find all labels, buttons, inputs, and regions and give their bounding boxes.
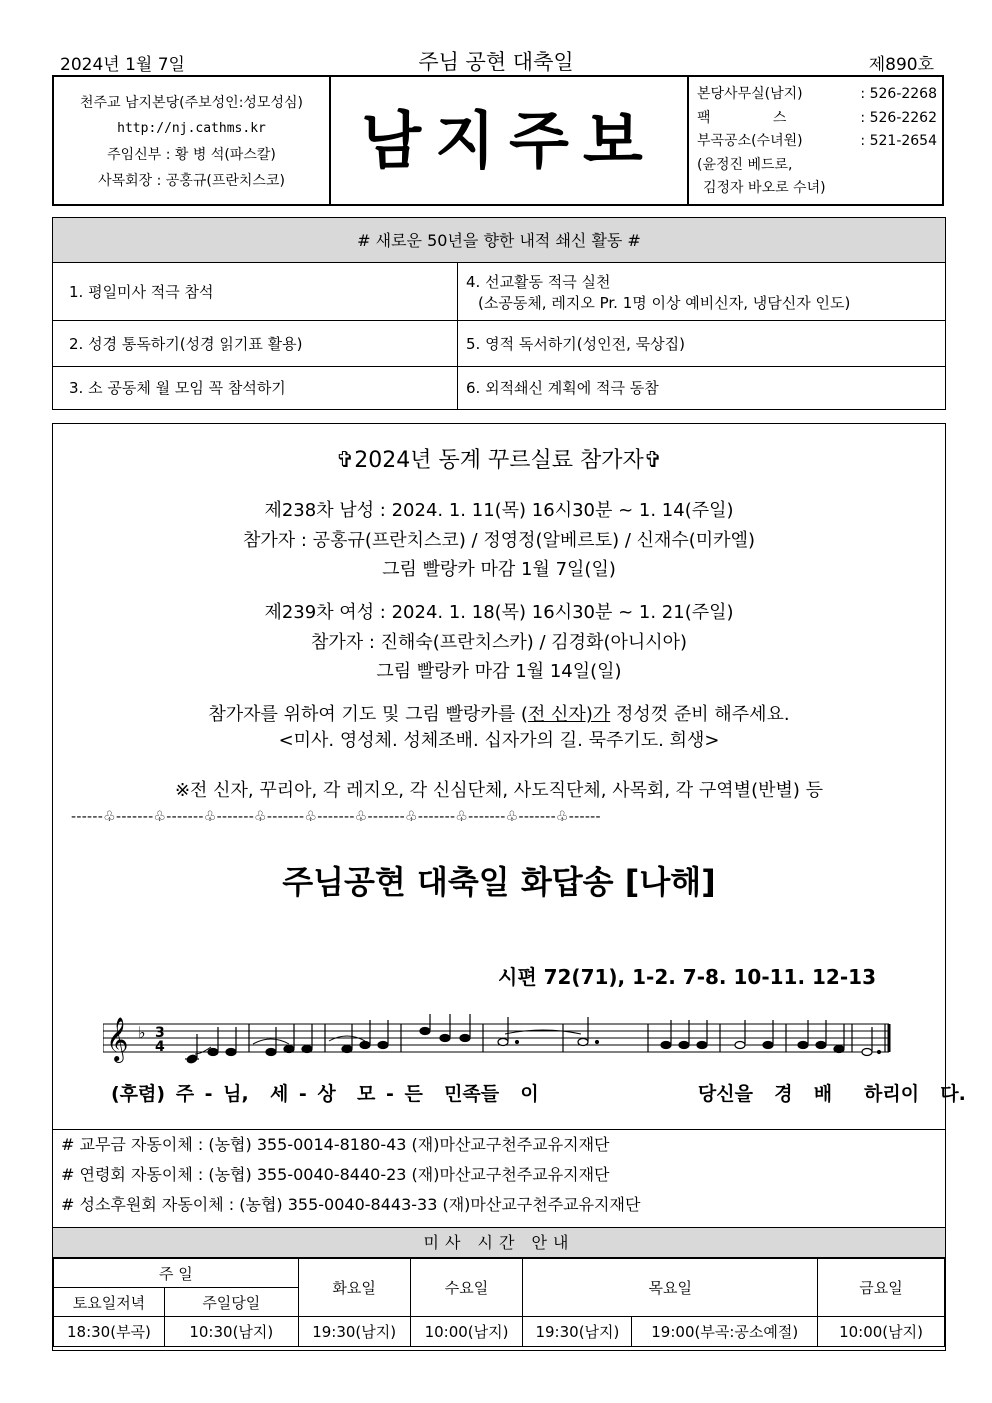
auto-transfer-accounts [53, 1129, 945, 1220]
masthead: 남지주보 [361, 104, 657, 177]
men-deadline: 그림 빨랑카 마감 1월 7일(일) [382, 559, 616, 580]
sunday-header: 주 일 [54, 1259, 299, 1288]
account-line: # 연령회 자동이체 : (농협) 355-0040-8440-23 (재)마산교구천주교유지재단 [61, 1165, 610, 1184]
issue-number: 제890호 [868, 55, 934, 75]
contact-label: 팩 스 [697, 109, 787, 126]
mass-time-table [53, 1258, 945, 1347]
treble-clef-icon: 𝄞 [106, 1017, 129, 1061]
parish-info [54, 77, 331, 204]
masthead-box [331, 77, 689, 204]
all-faithful-underline: 전 신자)가 [527, 704, 611, 725]
sisters-line-2: 김정자 바오로 수녀) [703, 180, 826, 196]
contact-row [697, 107, 937, 131]
contact-label: 부곡공소(수녀원) [697, 133, 803, 149]
tuesday-header: 화요일 [298, 1259, 410, 1317]
main-content-box [52, 423, 966, 1351]
activity-item-4-title: 4. 선교활동 적극 실천 [466, 272, 611, 291]
cursillo-title: ✞2024년 동계 꾸르실료 참가자✞ [335, 448, 663, 473]
mass-time-cell: 10:00(남지) [818, 1317, 945, 1347]
flat-icon: ♭ [138, 1023, 146, 1042]
account-line: # 성소후원회 자동이체 : (농협) 355-0040-8443-33 (재)마산교구천주교유지재단 [61, 1195, 641, 1214]
time-signature: 3 [155, 1025, 165, 1041]
activity-item-1: 1. 평일미사 적극 참석 [53, 263, 458, 320]
wednesday-header: 수요일 [410, 1259, 523, 1317]
men-schedule: 제238차 남성 : 2024. 1. 11(목) 16시30분 ~ 1. 14(주일) [264, 500, 734, 521]
thursday-header: 목요일 [523, 1259, 818, 1317]
friday-header: 금요일 [818, 1259, 945, 1317]
activity-item-4 [458, 263, 945, 320]
mass-time-cell: 18:30(부곡) [54, 1317, 165, 1347]
activity-item-4-sub: (소공동체, 레지오 Pr. 1명 이상 예비신자, 냉담신자 인도) [478, 293, 851, 312]
psalm-song-title: 주님공현 대축일 화답송 [나해] [282, 863, 716, 901]
council-president: 사목회장 : 공홍규(프란치스코) [98, 173, 285, 189]
saturday-evening-header: 토요일저녁 [54, 1288, 165, 1317]
bulletin-header [52, 75, 944, 206]
activity-item-5: 5. 영적 독서하기(성인전, 묵상집) [466, 334, 685, 353]
prayer-list: <미사. 영성체. 성체조배. 십자가의 길. 묵주기도. 희생> [278, 730, 720, 751]
svg-text:4: 4 [155, 1039, 165, 1055]
contact-row [697, 130, 937, 154]
mass-time-cell: 10:30(남지) [164, 1317, 298, 1347]
clover-divider: ------♧-------♧-------♧-------♧-------♧-------♧-------♧-------♧-------♧-------♧------ [71, 809, 601, 825]
renewal-activities-table [52, 217, 946, 410]
women-deadline: 그림 빨랑카 마감 1월 14일(일) [376, 661, 622, 682]
activity-item-6: 6. 외적쇄신 계획에 적극 동참 [466, 379, 659, 397]
parish-url[interactable]: http://nj.cathms.kr [117, 121, 266, 136]
activities-title: # 새로운 50년을 향한 내적 쇄신 활동 # [53, 218, 945, 263]
account-line: # 교무금 자동이체 : (농협) 355-0014-8180-43 (재)마산교구천주교유지재단 [61, 1135, 610, 1154]
women-schedule: 제239차 여성 : 2024. 1. 18(목) 16시30분 ~ 1. 21(주일) [264, 602, 734, 623]
contact-row [697, 83, 937, 107]
mass-time-cell: 19:00(부곡:공소예절) [632, 1317, 818, 1347]
mass-time-cell: 19:30(남지) [523, 1317, 632, 1347]
pastor-name: 주임신부 : 황 병 석(파스칼) [107, 147, 276, 163]
parish-name: 천주교 남지본당(주보성인:성모성심) [80, 95, 303, 111]
contact-value: : 521-2654 [860, 133, 937, 149]
mass-time-title: 미사 시간 안내 [53, 1227, 945, 1258]
sisters-line-1: (윤정진 베드로, [697, 156, 793, 173]
activity-item-3: 3. 소 공동체 월 모임 꼭 참석하기 [53, 366, 458, 409]
mass-time-cell: 19:30(남지) [298, 1317, 410, 1347]
contact-value: : 526-2262 [860, 109, 937, 126]
women-participants: 참가자 : 진해숙(프란치스카) / 김경화(아니시아) [310, 632, 688, 653]
contact-label: 본당사무실(남지) [697, 86, 803, 102]
issue-date: 2024년 1월 7일 [60, 55, 185, 75]
psalm-reference: 시편 72(71), 1-2. 7-8. 10-11. 12-13 [498, 965, 876, 989]
men-participants: 참가자 : 공홍규(프란치스코) / 정영정(알베르토) / 신재수(미카엘) [243, 530, 755, 551]
notes [185, 1014, 889, 1064]
prayer-request: 참가자를 위하여 기도 및 그림 빨랑카를 (전 신자)가 정성껏 준비 해주세요. [208, 704, 790, 725]
contact-value: : 526-2268 [860, 86, 937, 102]
contact-info [697, 83, 937, 201]
groups-note: ※전 신자, 꾸리아, 각 레지오, 각 신심단체, 사도직단체, 사목회, 각 구역별(반별) 등 [174, 780, 824, 801]
feast-title: 주님 공현 대축일 [418, 50, 574, 74]
mass-time-cell: 10:00(남지) [410, 1317, 523, 1347]
sunday-day-header: 주일당일 [164, 1288, 298, 1317]
activity-item-2: 2. 성경 통독하기(성경 읽기표 활용) [53, 320, 458, 366]
song-lyrics: (후렴) 주 - 님, 세 - 상 모 - 든 민족들 이 당신을 경 배 하리이 다. [111, 1083, 966, 1105]
